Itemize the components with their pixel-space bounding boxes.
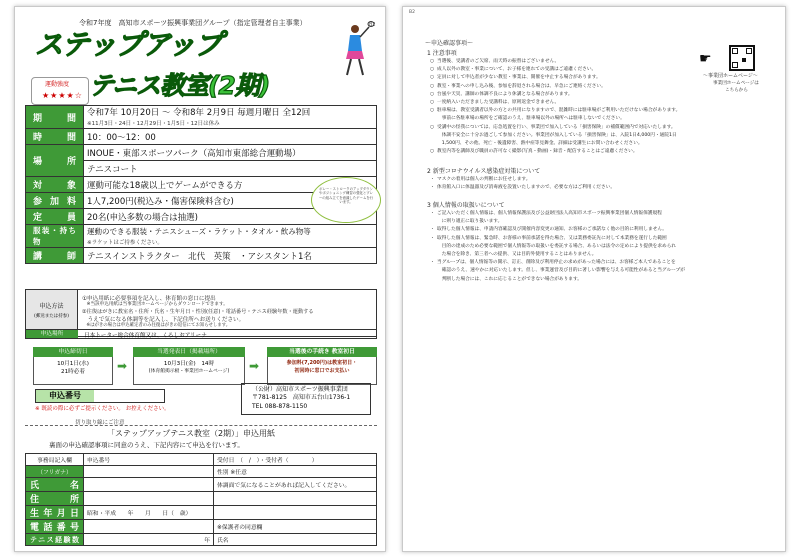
list-item: 確認のうえ、速やかに対応いたします。但し、事業運営及び目的に著しい影響を与える可能性があると当グループが xyxy=(437,268,685,274)
list-item: 事前に各駐車場の場所をご確認のうえ、駐車場以外の場所へは駐車しないでください。 xyxy=(437,116,625,122)
health-note-area[interactable] xyxy=(214,506,377,520)
info-value: 1人7,200円(税込み・傷害保険料含む) xyxy=(84,193,377,209)
info-row xyxy=(26,248,377,264)
procedure-head: 当選後の手続き 教室初日 xyxy=(267,347,377,357)
form-title: 「ステップアップテニス教室（2期）」申込用紙 xyxy=(107,429,276,438)
info-row xyxy=(26,225,377,248)
form-head: （フリガナ） xyxy=(26,466,84,478)
form-subtitle: 裏面の申込確認事項に同意のうえ、下記内容にて申込を行います。 xyxy=(49,441,244,449)
flyer-page-front xyxy=(14,6,386,552)
section-title: 2 新型コロナウイルス感染症対策について xyxy=(427,168,541,175)
application-number-box xyxy=(35,389,165,403)
form-head: 氏名 xyxy=(26,478,84,492)
bullet-icon: ・ xyxy=(430,235,435,241)
form-row xyxy=(26,454,377,466)
qr-code-icon[interactable] xyxy=(729,45,755,71)
experience-field[interactable]: 年 xyxy=(84,534,214,546)
guardian-name-field[interactable]: 氏名 xyxy=(214,534,377,546)
info-row xyxy=(26,129,377,145)
apply-place-value: 日本トーター総合体育館又は、くろしおアリーナ xyxy=(84,333,207,339)
cut-line xyxy=(25,425,377,426)
info-head: 参加料 xyxy=(26,193,84,209)
form-head: 電話番号 xyxy=(26,520,84,534)
gender-field[interactable]: 性別 ※任意 xyxy=(214,466,377,478)
bullet-icon: ・ xyxy=(430,185,435,191)
form-head: 住所 xyxy=(26,492,84,506)
procedure-line: 初回時に窓口でお支払い xyxy=(294,367,350,374)
contact-box xyxy=(241,383,371,415)
list-item: 取得した個人情報は、緊急時、お客様の事前承諾を得た場合、又は業務委託先に対して本業務を遂行した範囲 xyxy=(437,235,667,241)
contact-address: 〒781-8125 高知市五台山1736-1 xyxy=(252,394,351,402)
list-item: 判断した場合には、これに応じることができない場合があります。 xyxy=(437,276,582,282)
info-head: 対象 xyxy=(26,177,84,193)
organizer-line: 令和7年度 高知市スポーツ振興事業団グループ（指定管理者自主事業） xyxy=(79,19,307,27)
section-title: 1 注意事項 xyxy=(427,50,457,57)
form-row xyxy=(26,466,377,478)
announce-place: (体育館掲示板・事業団ホームページ) xyxy=(148,369,230,375)
form-row xyxy=(26,520,377,534)
qr-sub-2: こちらから xyxy=(725,88,748,93)
info-head: 定員 xyxy=(26,209,84,225)
info-value: 10：00〜12：00 xyxy=(84,129,377,145)
deadline-date: 10月1日(水) xyxy=(57,361,89,367)
announce-date: 10月3日(金) 14時 xyxy=(163,361,215,367)
bullet-icon: ・ xyxy=(430,227,435,233)
form-row xyxy=(26,492,377,506)
info-value: 運動のできる服装・テニスシューズ・ラケット・タオル・飲み物等 xyxy=(87,227,311,236)
list-item: 取得した個人情報は、申請内容確認及び開催内容変更の通知、お客様のご承諾なく他の目的に利用しません。 xyxy=(437,227,667,233)
bullet-icon: ○ xyxy=(430,108,435,114)
bullet-icon: ・ xyxy=(430,211,435,216)
deadline-box xyxy=(33,347,113,385)
page-code: B2 xyxy=(369,22,376,28)
intensity-badge xyxy=(31,77,89,105)
application-form-table xyxy=(25,453,377,546)
bullet-icon: ○ xyxy=(430,59,435,64)
procedure-box xyxy=(267,347,377,385)
apply-line: うえで気になる体調等を記入し、下記住所へお送りください。 xyxy=(82,317,245,323)
bullet-icon: ○ xyxy=(430,149,435,155)
title-line-2: テニス教室(2期) xyxy=(89,71,270,100)
list-item: 当グループは、個人情報等の開示、訂正、削除及び利用停止の求めがあった場合には、お客様ご本人であることを xyxy=(437,260,676,266)
flyer-page-back xyxy=(402,6,786,552)
birthdate-field[interactable]: 昭和・平成 年 月 日（ 歳） xyxy=(84,506,214,520)
list-item: 1,500円、その他、死亡・後遺障害、熱中症等見舞金。詳細は受講生にお問い合わせください。 xyxy=(437,141,643,146)
guardian-consent-field[interactable]: ※保護者の同意欄 xyxy=(214,520,377,534)
cut-line-note: 切り取り線にご注意 xyxy=(75,420,125,426)
application-number-label: 申込番号 xyxy=(36,390,94,402)
arrow-right-icon: ➡ xyxy=(249,359,260,373)
bullet-icon: ・ xyxy=(430,260,435,266)
form-head: 事務局記入欄 xyxy=(26,454,84,466)
bullet-icon: ○ xyxy=(430,91,435,97)
info-head: 期間 xyxy=(26,106,84,129)
info-value: テニスコート xyxy=(84,161,377,177)
bullet-icon: ○ xyxy=(430,124,435,130)
bullet-icon: ○ xyxy=(430,75,435,81)
list-item: 体調不安全に十分お過ごして参加ください。事業団が加入している「損害保険」は、入院1日4,000円・通院1日 xyxy=(437,132,677,138)
address-field[interactable] xyxy=(84,492,214,506)
tennis-player-illustration xyxy=(335,21,375,77)
arrow-right-icon: ➡ xyxy=(117,359,128,373)
list-item: 駐車場は、教室受講者以外の方との共用になりますので、混雑時には駐車場がご利用いただけない場合があります。 xyxy=(437,108,681,114)
bullet-icon: ・ xyxy=(430,177,435,182)
apply-label-sub: (郵送または持参) xyxy=(33,314,69,319)
info-head: 場所 xyxy=(26,145,84,177)
pointing-hand-icon: ☛ xyxy=(699,51,712,67)
speech-bubble: ボレー・ストロークのアップダウンやポジショニング練習の強化とプレーの組み立てを意識したゲームを行います。 xyxy=(311,177,381,223)
info-head: 服装・持ち物 xyxy=(26,225,84,248)
list-item: 定員に対して申込者が少ない教室・事業は、開催を中止する場合があります。 xyxy=(437,75,601,81)
list-item: マスクの着用は個人の判断にお任せします。 xyxy=(437,177,531,182)
apply-line: ※当該申込用紙は当事業団ホームページからダウンロードできます。 xyxy=(82,302,228,307)
info-row xyxy=(26,106,377,129)
list-item: に則り適正に取り扱います。 xyxy=(437,219,503,225)
contact-phone: TEL 088-878-1150 xyxy=(252,402,308,410)
contact-org: （公財）高知市スポーツ振興事業団 xyxy=(252,386,348,393)
apply-place-row xyxy=(25,329,377,339)
list-item: 教室・事業への申し込み後、参加を辞退される場合は、早急にご連絡ください。 xyxy=(437,83,606,89)
form-head: テニス経験数 xyxy=(26,534,84,546)
phone-field[interactable] xyxy=(84,520,214,534)
info-value: 運動可能な18歳以上でゲームができる方 xyxy=(84,177,377,193)
form-row xyxy=(26,478,377,492)
list-item: 成人以外の教室・事業について、お子様を連れての受講はご遠慮ください。 xyxy=(437,67,597,73)
form-row xyxy=(26,506,377,520)
bullet-icon: ○ xyxy=(430,67,435,73)
page-code: B2 xyxy=(409,10,415,15)
apply-line: ②往復はがきに教室名・住所・氏名・生年月日・性別(任意)・電話番号・テニス経験年数・運動する xyxy=(82,309,314,315)
qr-sub-1: 事業団ホームページは xyxy=(713,81,759,86)
health-note-area[interactable] xyxy=(214,492,377,506)
form-head: 生年月日 xyxy=(26,506,84,520)
info-value: 20名(申込多数の場合は抽選) xyxy=(84,209,377,225)
procedure-line: 参加料(7,200円)は教室初日・ xyxy=(286,360,358,366)
announce-head: 当選発表日（掲載場所） xyxy=(133,347,245,357)
list-item: 当選後、受講者のご欠席、雨天時の振替はございません。 xyxy=(437,59,560,64)
info-value: テニスインストラクター 北代 英策 ・アシスタント1名 xyxy=(84,248,377,264)
list-item: 教室内等を講師及び職員の許可なく撮影(写真・動画)・録音・配信することはご遠慮ください。 xyxy=(437,149,638,155)
bullet-icon: ○ xyxy=(430,100,435,105)
health-note-field[interactable]: 体調面で気になることがあれば記入してください。 xyxy=(214,478,377,492)
info-value: INOUE・東部スポーツパーク（高知市東部総合運動場） xyxy=(84,145,377,161)
intensity-label: 運動強度 xyxy=(45,81,70,88)
list-item: た場合を除き、第三者への提供、又は目的外使用することはありません。 xyxy=(437,252,597,257)
apply-line: ※はがきの場合は申込確定者のみ往復はがきの返信にてお知らせします。 xyxy=(82,323,231,328)
form-field[interactable]: 受付日 （ / ）・受付者（ ） xyxy=(214,454,377,466)
form-field[interactable]: 申込番号 xyxy=(84,454,214,466)
list-item: 台風や天災、講師の体調不良により休講となる場合があります。 xyxy=(437,91,573,97)
list-item: 一度納入いただきました受講料は、原則返金できません。 xyxy=(437,100,560,105)
apply-place-label: 申込場所 xyxy=(26,330,78,338)
qr-caption: 〜事業団ホームページ〜 xyxy=(703,73,758,79)
deadline-head: 申込締切日 xyxy=(33,347,113,357)
section-title: 3 個人情報の取扱いについて xyxy=(427,202,505,209)
info-value: 令和7年 10月20日 〜 令和8年 2月9日 毎週月曜日 全12回 xyxy=(87,108,311,118)
apply-line: ①申込用紙に必要事項を記入し、体育館の窓口に提出 xyxy=(82,296,216,302)
keep-note: ※ 既読の際に必ずご提示ください。 お控えください。 xyxy=(35,406,170,412)
apply-label-text: 申込方法 xyxy=(39,303,64,310)
deadline-time: 21時必着 xyxy=(61,369,85,376)
form-row xyxy=(26,534,377,546)
list-item: 体育館入口に体温器及び消毒液を設置いたしますので、必要な方はご利用ください。 xyxy=(437,185,616,191)
bullet-icon: ○ xyxy=(430,83,435,89)
info-sub: ※ラケットはご持参ください。 xyxy=(87,240,163,246)
title-line-1: ステップアップ xyxy=(35,28,222,61)
name-field[interactable] xyxy=(84,478,214,492)
info-head: 講師 xyxy=(26,248,84,264)
info-head: 時間 xyxy=(26,129,84,145)
intensity-stars: ★★★★☆ xyxy=(42,91,83,100)
confirm-header: 〜申込確認事項〜 xyxy=(425,40,474,47)
info-row xyxy=(26,145,377,161)
list-item: 目的の達成のため必要な範囲で個人情報等の取扱いを委託する場合、あるいは法令の定めにより提供を求められ xyxy=(437,243,677,249)
announce-box xyxy=(133,347,245,385)
list-item: ご記入いただく個人情報は、個人情報保護法及び公益財団法人高知市スポーツ振興事業団個人情報保護規程 xyxy=(437,211,662,216)
furigana-field[interactable] xyxy=(84,466,214,478)
list-item: 受講中の怪我については、応急処置を行い、事業団で加入している「損害保険」の補償範囲内で対応いたします。 xyxy=(437,124,676,130)
info-sub: ※11月3日・24日・12月29日・1月5日・12日は休み xyxy=(87,121,220,127)
